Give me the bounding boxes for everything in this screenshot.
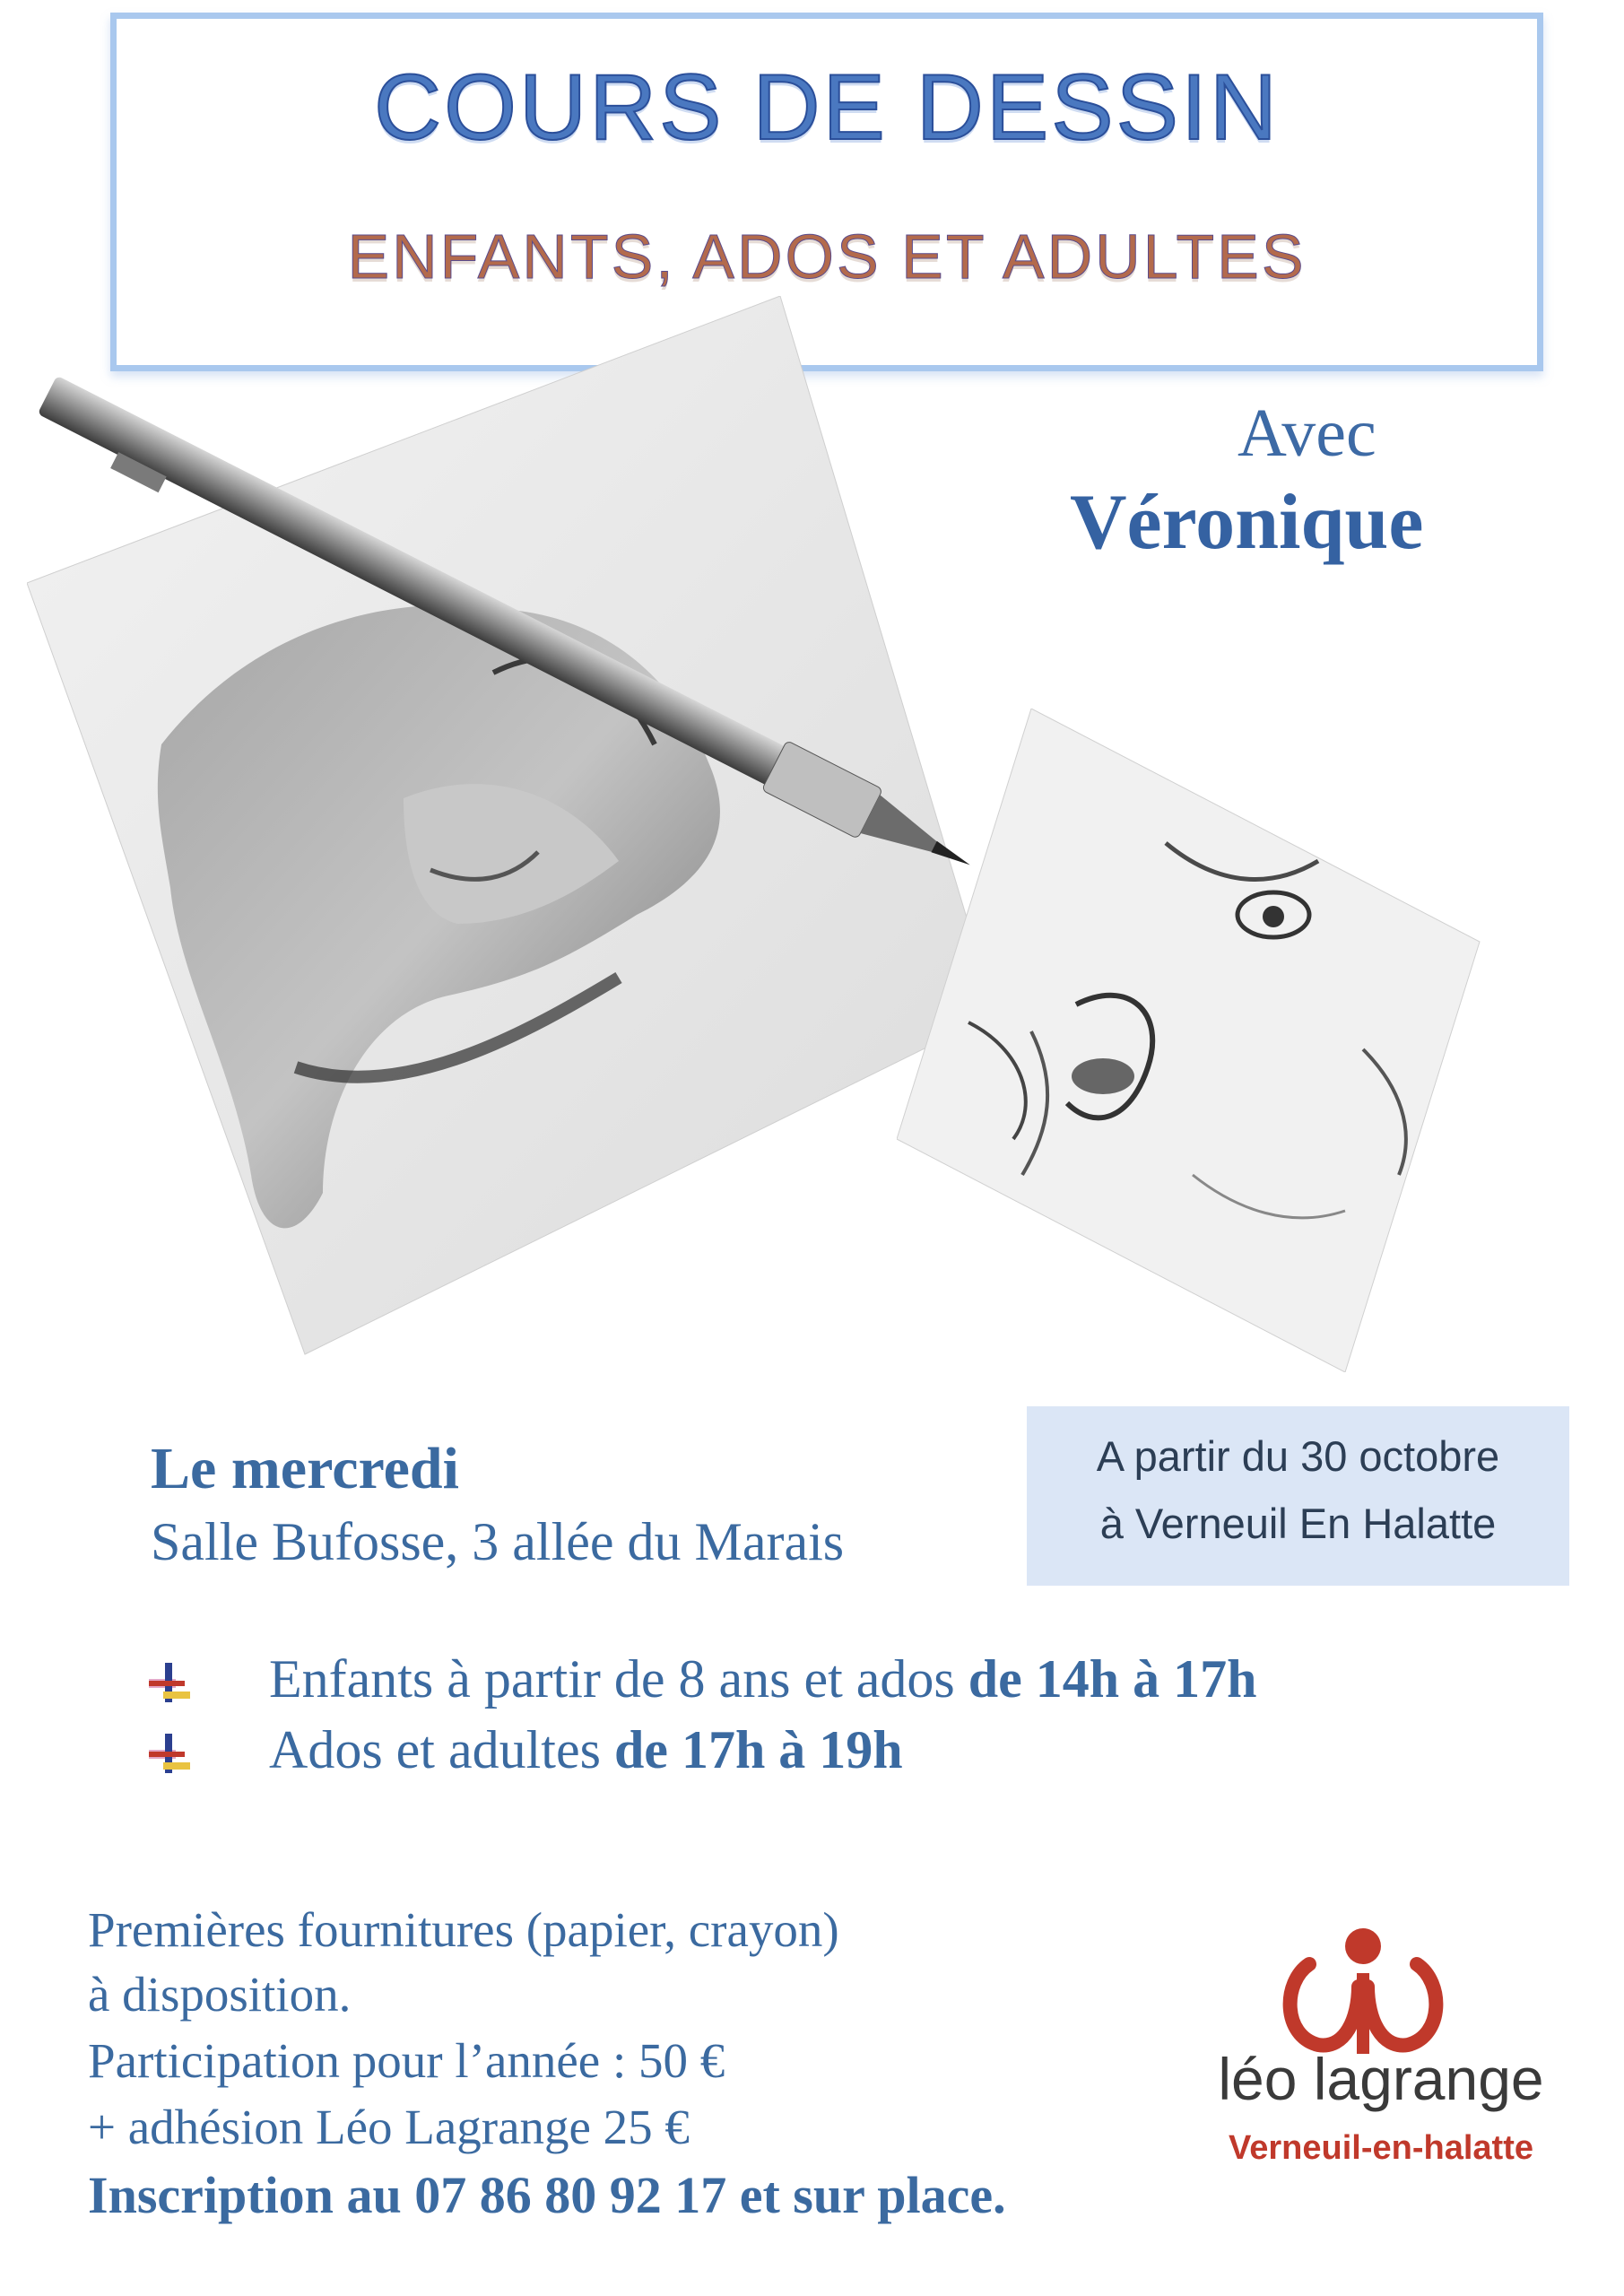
course-location: Salle Bufosse, 3 allée du Marais (151, 1512, 845, 1571)
schedule-label: Enfants à partir de 8 ans et ados (269, 1649, 968, 1709)
start-date: A partir du 30 octobre (1096, 1432, 1500, 1480)
start-date-box (1027, 1406, 1569, 1586)
hand-drawing-illustration (27, 296, 1031, 1372)
teacher-intro: Avec (1238, 396, 1376, 471)
annual-fee: Participation pour l’année : 50 € (88, 2033, 725, 2088)
schedule-label: Ados et adultes (269, 1720, 614, 1779)
cross-bullet-icon (143, 1726, 197, 1780)
signup-phone: Inscription au 07 86 80 92 17 et sur place. (88, 2166, 1006, 2224)
schedule-hours: de 14h à 17h (968, 1649, 1257, 1709)
logo-location: Verneuil-en-halatte (1229, 2129, 1533, 2167)
teacher-name: Véronique (1070, 479, 1424, 566)
schedule-hours: de 17h à 19h (613, 1720, 903, 1779)
page-subtitle: ENFANTS, ADOS ET ADULTES (347, 222, 1307, 291)
course-day: Le mercredi (151, 1436, 459, 1501)
membership-fee: + adhésion Léo Lagrange 25 € (88, 2100, 690, 2154)
supplies-line-1: Premières fournitures (papier, crayon) (88, 1902, 839, 1957)
cross-bullet-icon (143, 1656, 197, 1709)
start-town: à Verneuil En Halatte (1099, 1500, 1497, 1547)
page-title: COURS DE DESSIN (373, 56, 1281, 160)
supplies-line-2: à disposition. (88, 1967, 352, 2022)
logo-name: léo lagrange (1218, 2046, 1544, 2112)
face-sketch-illustration (897, 709, 1507, 1372)
